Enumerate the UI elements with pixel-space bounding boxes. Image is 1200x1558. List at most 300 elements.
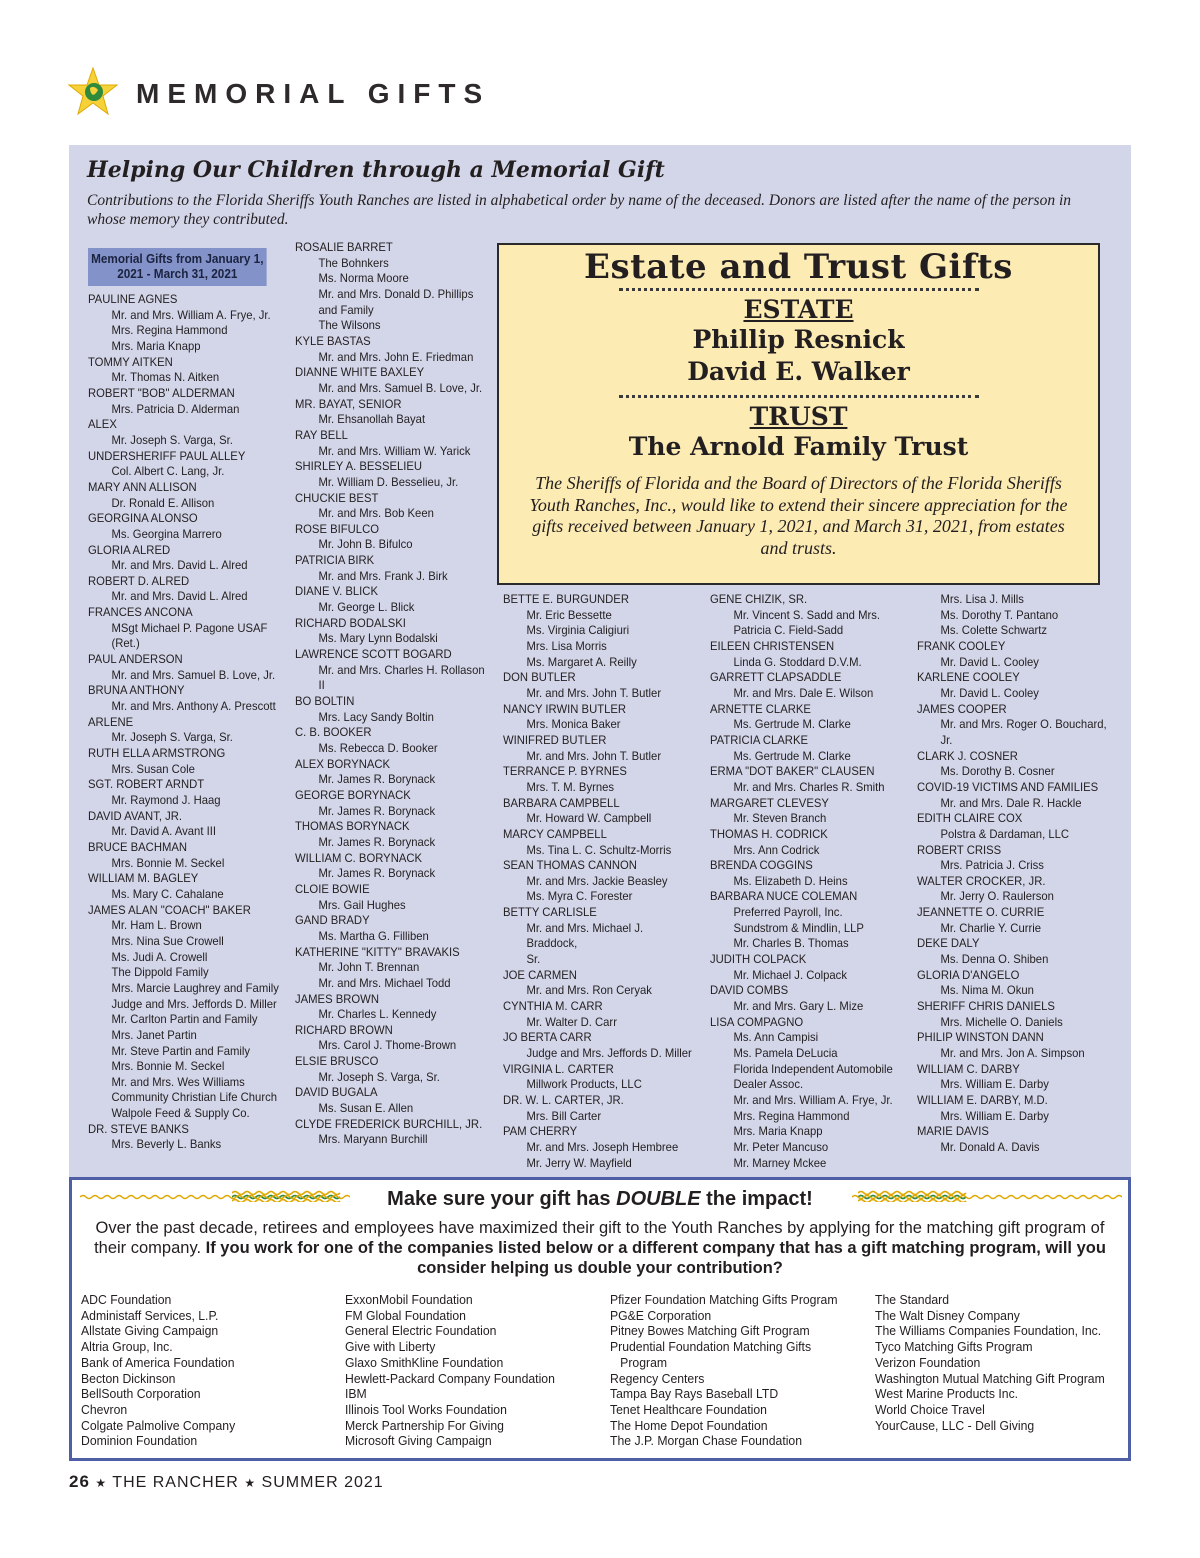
- donor-name: Community Christian Life Church: [111, 1090, 277, 1105]
- deceased-name: KYLE BASTAS: [295, 333, 371, 348]
- donor-name: Mr. James R. Borynack: [318, 772, 436, 787]
- deceased-name: NANCY IRWIN BUTLER: [503, 701, 627, 716]
- donor-name: Mrs. Bonnie M. Seckel: [111, 1059, 225, 1074]
- donor-name: Mr. and Mrs. Wes Williams: [111, 1074, 245, 1089]
- deceased-name: BRUCE BACHMAN: [88, 839, 188, 854]
- page-title: MEMORIAL GIFTS: [136, 78, 491, 109]
- donor-name: Mr. and Mrs. Michael Todd: [318, 975, 451, 990]
- memorial-column-3: [503, 592, 696, 1171]
- donor-name: Mr. and Mrs. Ron Ceryak: [526, 983, 652, 998]
- donor-name: Mr. and Mrs. Donald D. Phillips: [318, 286, 474, 301]
- deceased-name: JOE CARMEN: [503, 967, 577, 982]
- donor-name: Ms. Georgina Marrero: [111, 526, 222, 541]
- deceased-name: WALTER CROCKER, JR.: [917, 873, 1046, 888]
- donor-name: Mr. Joseph S. Varga, Sr.: [318, 1069, 440, 1084]
- deceased-name: THOMAS H. CODRICK: [710, 826, 828, 841]
- estate-heading: ESTATE: [743, 295, 854, 324]
- donor-name: Mr. Charles B. Thomas: [733, 936, 849, 951]
- donor-name: Mr. Raymond J. Haag: [111, 793, 221, 807]
- donor-name: Mrs. William E. Darby: [940, 1108, 1049, 1123]
- donor-name: Mr. Donald A. Davis: [940, 1139, 1040, 1154]
- page-header: [66, 66, 666, 124]
- donor-name: Mr. John B. Bifulco: [318, 537, 413, 552]
- date-range-box: Memorial Gifts from January 1, 2021 - March 31, 2021: [88, 248, 267, 286]
- company-name: Allstate Giving Campaign: [81, 1323, 219, 1339]
- memorial-column-5: [917, 592, 1110, 1156]
- donor-name: Millwork Products, LLC: [526, 1077, 642, 1092]
- deceased-name: ARNETTE CLARKE: [710, 701, 811, 716]
- donor-name: Mrs. T. M. Byrnes: [526, 779, 615, 794]
- donor-name: Walpole Feed & Supply Co.: [111, 1106, 250, 1121]
- deceased-name: ALEX: [88, 417, 117, 432]
- donor-name: Mr. and Mrs. Jon A. Simpson: [940, 1046, 1085, 1061]
- deceased-name: UNDERSHERIFF PAUL ALLEY: [88, 448, 246, 463]
- deceased-name: ROBERT CRISS: [917, 842, 1002, 857]
- donor-name: Mr. Charlie Y. Currie: [940, 920, 1042, 935]
- donor-name: Ms. Tina L. C. Schultz-Morris: [526, 842, 672, 857]
- deceased-name: ROSALIE BARRET: [295, 240, 393, 254]
- company-column-1: [81, 1292, 235, 1449]
- donor-name: Mrs. Maryann Burchill: [318, 1132, 428, 1147]
- donor-name: Mr. David L. Cooley: [940, 685, 1039, 700]
- publication-name: THE RANCHER: [112, 1474, 239, 1491]
- donor-name: Mr. David L. Cooley: [940, 654, 1039, 669]
- donor-name: Mr. Eric Bessette: [526, 607, 612, 622]
- donor-name: Mr. and Mrs. Charles H. Rollason: [318, 662, 485, 677]
- company-column-3: [610, 1292, 838, 1449]
- deceased-name: GLORIA ALRED: [88, 542, 171, 557]
- matching-heading-post: the impact!: [701, 1188, 821, 1210]
- company-name: ADC Foundation: [81, 1292, 172, 1307]
- donor-name: Mr. and Mrs. Michael J. Braddock,: [526, 920, 644, 951]
- memorial-column-4: [710, 592, 903, 1171]
- deceased-name: DIANE V. BLICK: [295, 584, 378, 599]
- donor-name: Mr. Jerry W. Mayfield: [526, 1155, 632, 1170]
- deceased-name: ARLENE: [88, 714, 134, 729]
- donor-name: Mrs. Lisa J. Mills: [940, 592, 1024, 606]
- deceased-name: CYNTHIA M. CARR: [503, 999, 603, 1014]
- donor-name: Mr. Steven Branch: [733, 811, 827, 826]
- deceased-name: ELSIE BRUSCO: [295, 1054, 379, 1069]
- company-name: The Williams Companies Foundation, Inc.: [875, 1323, 1102, 1339]
- deceased-name: MARCY CAMPBELL: [503, 826, 607, 841]
- deceased-name: ROBERT "BOB" ALDERMAN: [88, 385, 235, 400]
- donor-name: Judge and Mrs. Jeffords D. Miller: [111, 996, 277, 1011]
- matching-heading: [72, 1188, 1128, 1211]
- donor-name: The Bohnkers: [318, 255, 389, 270]
- estate-name: Phillip Resnick: [692, 325, 905, 354]
- donor-name: Mrs. Bill Carter: [526, 1108, 602, 1123]
- donor-name: Dealer Assoc.: [733, 1077, 804, 1092]
- donor-name: Mrs. Susan Cole: [111, 761, 195, 776]
- estate-note: The Sheriffs of Florida and the Board of Directors of the Florida Sheriffs Youth Ranches, Inc., would like to extend their sincere appreciation for the gifts received between January 1, 2021, and March 31, 2021, from estates and trusts.: [529, 473, 1068, 558]
- deceased-name: PAUL ANDERSON: [88, 652, 183, 667]
- deceased-name: DR. W. L. CARTER, JR.: [503, 1093, 624, 1107]
- donor-name: Mrs. Gail Hughes: [318, 897, 406, 912]
- issue-name: SUMMER 2021: [261, 1474, 384, 1491]
- deceased-name: BETTY CARLISLE: [503, 905, 597, 920]
- deceased-name: RICHARD BODALSKI: [295, 615, 406, 630]
- donor-name: Preferred Payroll, Inc.: [733, 905, 843, 920]
- donor-name: Mr. Jerry O. Raulerson: [940, 889, 1054, 904]
- donor-name: Ms. Gertrude M. Clarke: [733, 748, 851, 763]
- donor-name: Ms. Nima M. Okun: [940, 983, 1034, 998]
- deceased-name: PATRICIA CLARKE: [710, 732, 808, 747]
- deceased-name: PAULINE AGNES: [88, 292, 178, 306]
- donor-name: Ms. Dorothy B. Cosner: [940, 764, 1055, 779]
- donor-name: Mr. David A. Avant III: [111, 824, 217, 839]
- donor-name: (Ret.): [111, 636, 140, 651]
- deceased-name: CLYDE FREDERICK BURCHILL, JR.: [295, 1116, 483, 1131]
- company-name: The Walt Disney Company: [875, 1307, 1020, 1323]
- donor-name: Mr. Marney Mckee: [733, 1155, 827, 1170]
- matching-heading-pre: Make sure your gift has: [379, 1188, 616, 1210]
- donor-name: Mr. and Mrs. William W. Yarick: [318, 443, 471, 458]
- donor-name: Mrs. Nina Sue Crowell: [111, 933, 224, 948]
- donor-name: Florida Independent Automobile: [733, 1061, 893, 1076]
- matching-body-text: Over the past decade, retirees and employees have maximized their gift to the Youth Ranches by applying for the matching gift program of their company.: [94, 1219, 1105, 1257]
- donor-name: Mr. and Mrs. Gary L. Mize: [733, 999, 864, 1014]
- deceased-name: COVID-19 VICTIMS AND FAMILIES: [917, 779, 1099, 794]
- donor-name: Mr. and Mrs. John T. Butler: [526, 748, 662, 763]
- deceased-name: TERRANCE P. BYRNES: [503, 764, 627, 779]
- star-separator-icon: ★: [95, 1476, 108, 1490]
- donor-name: Ms. Rebecca D. Booker: [318, 741, 438, 755]
- company-name: Tyco Matching Gifts Program: [875, 1339, 1033, 1355]
- donor-name: Mrs. Carol J. Thome-Brown: [318, 1038, 457, 1053]
- deceased-name: RICHARD BROWN: [295, 1022, 393, 1037]
- company-name: Altria Group, Inc.: [81, 1339, 173, 1355]
- company-name: YourCause, LLC - Dell Giving: [875, 1417, 1035, 1433]
- donor-name: Sr.: [526, 952, 541, 967]
- donor-name: Mrs. Bonnie M. Seckel: [111, 855, 225, 870]
- donor-name: Mr. James R. Borynack: [318, 834, 436, 849]
- donor-name: Linda G. Stoddard D.V.M.: [733, 654, 862, 669]
- deceased-name: WINIFRED BUTLER: [503, 732, 607, 747]
- company-name: The Home Depot Foundation: [610, 1417, 768, 1433]
- donor-name: Mr. and Mrs. Dale R. Hackle: [940, 795, 1082, 810]
- donor-name: Mr. Thomas N. Aitken: [111, 370, 220, 385]
- company-name: BellSouth Corporation: [81, 1386, 201, 1402]
- matching-body-bold: If you work for one of the companies listed below or a different company that has a gift matching program, will you consider helping us double your contribution?: [201, 1239, 1106, 1277]
- deceased-name: RUTH ELLA ARMSTRONG: [88, 746, 226, 761]
- donor-name: Mrs. Maria Knapp: [111, 338, 201, 353]
- deceased-name: KATHERINE "KITTY" BRAVAKIS: [295, 944, 460, 959]
- company-column-4: [875, 1292, 1105, 1433]
- deceased-name: EDITH CLAIRE COX: [917, 811, 1023, 826]
- deceased-name: CLARK J. COSNER: [917, 748, 1018, 763]
- company-name: Pfizer Foundation Matching Gifts Program: [610, 1292, 838, 1307]
- company-name: General Electric Foundation: [345, 1323, 497, 1339]
- donor-name: Mrs. Regina Hammond: [733, 1108, 850, 1123]
- donor-name: Mr. and Mrs. Jackie Beasley: [526, 873, 668, 888]
- deceased-name: C. B. BOOKER: [295, 725, 372, 740]
- donor-name: Sundstrom & Mindlin, LLP: [733, 920, 864, 935]
- donor-name: Mrs. Regina Hammond: [111, 323, 228, 338]
- deceased-name: TOMMY AITKEN: [88, 354, 173, 369]
- donor-name: Mrs. Ann Codrick: [733, 842, 820, 857]
- deceased-name: LAWRENCE SCOTT BOGARD: [295, 647, 452, 662]
- donor-name: Mrs. Michelle O. Daniels: [940, 1014, 1063, 1029]
- donor-name: Mrs. Lisa Morris: [526, 638, 607, 653]
- deceased-name: WILLIAM M. BAGLEY: [88, 871, 199, 886]
- donor-name: Mrs. Patricia J. Criss: [940, 858, 1044, 873]
- donor-name: Mr. and Mrs. Charles R. Smith: [733, 779, 885, 794]
- deceased-name: FRANK COOLEY: [917, 638, 1006, 653]
- donor-name: Mr. and Mrs. David L. Alred: [111, 589, 248, 604]
- donor-name: Mr. Michael J. Colpack: [733, 967, 847, 982]
- donor-name: Ms. Ann Campisi: [733, 1030, 819, 1045]
- donor-name: Ms. Judi A. Crowell: [111, 949, 208, 964]
- deceased-name: GEORGE BORYNACK: [295, 787, 411, 802]
- matching-heading-em: DOUBLE: [616, 1188, 701, 1210]
- donor-name: Ms. Virginia Caligiuri: [526, 623, 630, 638]
- donor-name: Mr. William D. Besselieu, Jr.: [318, 474, 459, 489]
- donor-name: Mrs. Janet Partin: [111, 1027, 197, 1042]
- donor-name: Mr. James R. Borynack: [318, 866, 436, 881]
- deceased-name: BARBARA CAMPBELL: [503, 795, 620, 810]
- deceased-name: DAVID AVANT, JR.: [88, 808, 183, 823]
- donor-name: Dr. Ronald E. Allison: [111, 495, 215, 510]
- company-name: ExxonMobil Foundation: [345, 1292, 473, 1307]
- memorial-column-1: [88, 248, 281, 1153]
- deceased-name: MR. BAYAT, SENIOR: [295, 396, 402, 411]
- donor-name: Ms. Susan E. Allen: [318, 1101, 414, 1116]
- donor-name: Patricia C. Field-Sadd: [733, 623, 844, 638]
- memorial-column-2: [295, 240, 488, 1148]
- company-name: Washington Mutual Matching Gift Program: [875, 1370, 1105, 1386]
- company-name: Prudential Foundation Matching Gifts: [610, 1339, 812, 1355]
- company-name: PG&E Corporation: [610, 1307, 712, 1323]
- matching-body: [86, 1218, 1114, 1278]
- estate-name: David E. Walker: [687, 357, 910, 386]
- donor-name: Mr. and Mrs. Anthony A. Prescott: [111, 699, 276, 714]
- donor-name: Mr. and Mrs. Bob Keen: [318, 506, 434, 521]
- deceased-name: ALEX BORYNACK: [295, 756, 391, 771]
- deceased-name: WILLIAM E. DARBY, M.D.: [917, 1093, 1048, 1107]
- donor-name: Mr. George L. Blick: [318, 600, 415, 615]
- deceased-name: LISA COMPAGNO: [710, 1014, 804, 1029]
- donor-name: Ms. Pamela DeLucia: [733, 1046, 838, 1061]
- company-name: FM Global Foundation: [345, 1307, 466, 1323]
- estate-trust-box: [497, 243, 1100, 585]
- deceased-name: ROBERT D. ALRED: [88, 573, 190, 588]
- deceased-name: MARY ANN ALLISON: [88, 479, 197, 494]
- deceased-name: CHUCKIE BEST: [295, 490, 379, 505]
- donor-name: Ms. Denna O. Shiben: [940, 952, 1049, 967]
- company-name: Tenet Healthcare Foundation: [610, 1401, 767, 1417]
- deceased-name: WILLIAM C. DARBY: [917, 1061, 1020, 1076]
- star-badge-icon: [66, 66, 120, 120]
- donor-name: Mr. and Mrs. Samuel B. Love, Jr.: [111, 667, 276, 682]
- trust-heading: TRUST: [749, 402, 848, 431]
- deceased-name: BRUNA ANTHONY: [88, 683, 185, 698]
- donor-name: Mr. Joseph S. Varga, Sr.: [111, 730, 233, 745]
- donor-name: Mrs. Monica Baker: [526, 717, 621, 732]
- company-column-2: [345, 1292, 555, 1449]
- donor-name: Mr. John T. Brennan: [318, 960, 420, 975]
- donor-name: Ms. Mary C. Cahalane: [111, 886, 224, 901]
- deceased-name: GARRETT CLAPSADDLE: [710, 670, 842, 685]
- deceased-name: BRENDA COGGINS: [710, 858, 813, 873]
- deceased-name: SEAN THOMAS CANNON: [503, 858, 637, 873]
- deceased-name: JAMES BROWN: [295, 991, 379, 1006]
- company-name: World Choice Travel: [875, 1401, 985, 1417]
- deceased-name: DEKE DALY: [917, 936, 980, 951]
- star-separator-icon: ★: [244, 1476, 257, 1490]
- donor-name: The Wilsons: [318, 318, 381, 333]
- deceased-name: WILLIAM C. BORYNACK: [295, 850, 423, 865]
- panel-title: Helping Our Children through a Memorial Gift: [87, 157, 665, 183]
- donor-name: II: [318, 678, 325, 693]
- matching-gift-box: [69, 1177, 1131, 1461]
- donor-name: Polstra & Dardaman, LLC: [940, 826, 1070, 841]
- company-name: Program: [610, 1354, 668, 1370]
- deceased-name: DAVID BUGALA: [295, 1085, 378, 1100]
- donor-name: Mr. and Mrs. William A. Frye, Jr.: [111, 307, 271, 322]
- company-name: Hewlett-Packard Company Foundation: [345, 1370, 555, 1386]
- deceased-name: JAMES ALAN "COACH" BAKER: [88, 902, 251, 917]
- deceased-name: MARIE DAVIS: [917, 1124, 989, 1139]
- donor-name: Mr. Steve Partin and Family: [111, 1043, 251, 1058]
- donor-name: Mr. and Mrs. David L. Alred: [111, 558, 248, 573]
- donor-name: Mr. James R. Borynack: [318, 803, 436, 818]
- company-name: Verizon Foundation: [875, 1354, 981, 1370]
- panel-intro: Contributions to the Florida Sheriffs Youth Ranches are listed in alphabetical order by name of the deceased. Donors are listed after the name of the person in whose memory they contributed.: [87, 192, 1072, 228]
- company-name: West Marine Products Inc.: [875, 1386, 1019, 1402]
- company-name: Glaxo SmithKline Foundation: [345, 1354, 504, 1370]
- company-name: Bank of America Foundation: [81, 1354, 235, 1370]
- company-name: Administaff Services, L.P.: [81, 1307, 219, 1323]
- donor-name: Ms. Gertrude M. Clarke: [733, 717, 851, 732]
- donor-name: Ms. Norma Moore: [318, 271, 409, 286]
- donor-name: Mr. Walter D. Carr: [526, 1014, 617, 1029]
- deceased-name: PHILIP WINSTON DANN: [917, 1030, 1044, 1045]
- donor-name: Col. Albert C. Lang, Jr.: [111, 464, 225, 479]
- donor-name: Mrs. Marcie Laughrey and Family: [111, 980, 279, 995]
- deceased-name: ERMA "DOT BAKER" CLAUSEN: [710, 764, 875, 779]
- company-name: Illinois Tool Works Foundation: [345, 1401, 507, 1417]
- donor-name: Mrs. Maria Knapp: [733, 1124, 823, 1139]
- donor-name: Mr. and Mrs. Samuel B. Love, Jr.: [318, 380, 483, 395]
- donor-name: Mr. Charles L. Kennedy: [318, 1007, 437, 1022]
- deceased-name: MARGARET CLEVESY: [710, 795, 829, 810]
- company-name: Dominion Foundation: [81, 1433, 198, 1449]
- donor-name: Mr. Vincent S. Sadd and Mrs.: [733, 607, 881, 622]
- memorial-panel: [69, 145, 1131, 1177]
- donor-name: Mr. Joseph S. Varga, Sr.: [111, 432, 233, 447]
- estate-box-title: Estate and Trust Gifts: [584, 247, 1013, 287]
- deceased-name: PAM CHERRY: [503, 1124, 578, 1139]
- company-name: Tampa Bay Rays Baseball LTD: [610, 1386, 779, 1402]
- donor-name: Mr. and Mrs. Frank J. Birk: [318, 568, 448, 583]
- deceased-name: BARBARA NUCE COLEMAN: [710, 889, 858, 904]
- deceased-name: SGT. ROBERT ARNDT: [88, 777, 205, 792]
- donor-name: Judge and Mrs. Jeffords D. Miller: [526, 1046, 692, 1061]
- donor-name: Mrs. Beverly L. Banks: [111, 1137, 222, 1152]
- donor-name: and Family: [318, 302, 374, 317]
- deceased-name: SHERIFF CHRIS DANIELS: [917, 999, 1055, 1014]
- deceased-name: DAVID COMBS: [710, 983, 789, 998]
- donor-name: Mrs. William E. Darby: [940, 1077, 1049, 1092]
- deceased-name: DR. STEVE BANKS: [88, 1121, 189, 1136]
- deceased-name: SHIRLEY A. BESSELIEU: [295, 459, 423, 474]
- company-name: IBM: [345, 1386, 367, 1402]
- deceased-name: VIRGINIA L. CARTER: [503, 1061, 614, 1076]
- donor-name: Jr.: [940, 732, 953, 747]
- company-name: Microsoft Giving Campaign: [345, 1433, 492, 1449]
- company-name: Give with Liberty: [345, 1339, 436, 1355]
- donor-name: Mrs. Patricia D. Alderman: [111, 401, 240, 416]
- company-name: The J.P. Morgan Chase Foundation: [610, 1433, 803, 1449]
- donor-name: MSgt Michael P. Pagone USAF: [111, 620, 268, 635]
- deceased-name: FRANCES ANCONA: [88, 605, 193, 620]
- donor-name: Mrs. Lacy Sandy Boltin: [318, 709, 434, 724]
- deceased-name: RAY BELL: [295, 427, 348, 442]
- deceased-name: BETTE E. BURGUNDER: [503, 592, 629, 606]
- donor-name: Mr. Peter Mancuso: [733, 1139, 829, 1154]
- deceased-name: EILEEN CHRISTENSEN: [710, 638, 835, 653]
- donor-name: Mr. and Mrs. William A. Frye, Jr.: [733, 1093, 893, 1107]
- company-name: Becton Dickinson: [81, 1370, 176, 1386]
- donor-name: Ms. Margaret A. Reilly: [526, 654, 637, 669]
- page-footer: [69, 1472, 384, 1492]
- dotted-divider: [619, 394, 979, 398]
- deceased-name: JAMES COOPER: [917, 701, 1007, 716]
- deceased-name: JO BERTA CARR: [503, 1030, 592, 1045]
- donor-name: Ms. Elizabeth D. Heins: [733, 873, 848, 888]
- deceased-name: GAND BRADY: [295, 913, 370, 928]
- donor-name: Mr. and Mrs. Dale E. Wilson: [733, 685, 874, 700]
- donor-name: Ms. Martha G. Filliben: [318, 928, 429, 943]
- deceased-name: DIANNE WHITE BAXLEY: [295, 365, 425, 380]
- donor-name: Mr. and Mrs. Roger O. Bouchard,: [940, 717, 1107, 732]
- deceased-name: ROSE BIFULCO: [295, 521, 379, 536]
- company-name: The Standard: [875, 1292, 950, 1307]
- donor-name: Ms. Myra C. Forester: [526, 889, 633, 904]
- deceased-name: CLOIE BOWIE: [295, 881, 370, 896]
- deceased-name: KARLENE COOLEY: [917, 670, 1020, 685]
- deceased-name: JUDITH COLPACK: [710, 952, 807, 967]
- deceased-name: BO BOLTIN: [295, 694, 355, 709]
- deceased-name: PATRICIA BIRK: [295, 553, 375, 568]
- donor-name: Mr. and Mrs. John E. Friedman: [318, 349, 474, 364]
- deceased-name: DON BUTLER: [503, 670, 576, 685]
- deceased-name: GENE CHIZIK, SR.: [710, 592, 808, 606]
- company-name: Regency Centers: [610, 1370, 705, 1386]
- dotted-divider: [619, 287, 979, 291]
- donor-name: Mr. Howard W. Campbell: [526, 811, 652, 826]
- donor-name: Ms. Dorothy T. Pantano: [940, 607, 1059, 622]
- donor-name: Ms. Mary Lynn Bodalski: [318, 631, 438, 646]
- donor-name: Mr. and Mrs. Joseph Hembree: [526, 1139, 679, 1154]
- trust-name: The Arnold Family Trust: [628, 432, 969, 461]
- donor-name: Mr. and Mrs. John T. Butler: [526, 685, 662, 700]
- company-name: Chevron: [81, 1401, 128, 1417]
- deceased-name: JEANNETTE O. CURRIE: [917, 905, 1045, 920]
- donor-name: Mr. Carlton Partin and Family: [111, 1012, 258, 1027]
- company-name: Merck Partnership For Giving: [345, 1417, 504, 1433]
- deceased-name: GLORIA D'ANGELO: [917, 967, 1020, 982]
- donor-name: Ms. Colette Schwartz: [940, 623, 1048, 638]
- deceased-name: THOMAS BORYNACK: [295, 819, 410, 834]
- donor-name: The Dippold Family: [111, 965, 209, 980]
- company-name: Colgate Palmolive Company: [81, 1417, 236, 1433]
- company-name: Pitney Bowes Matching Gift Program: [610, 1323, 810, 1339]
- page-number: 26: [69, 1472, 90, 1491]
- donor-name: Mr. Ham L. Brown: [111, 918, 202, 933]
- deceased-name: GEORGINA ALONSO: [88, 511, 198, 526]
